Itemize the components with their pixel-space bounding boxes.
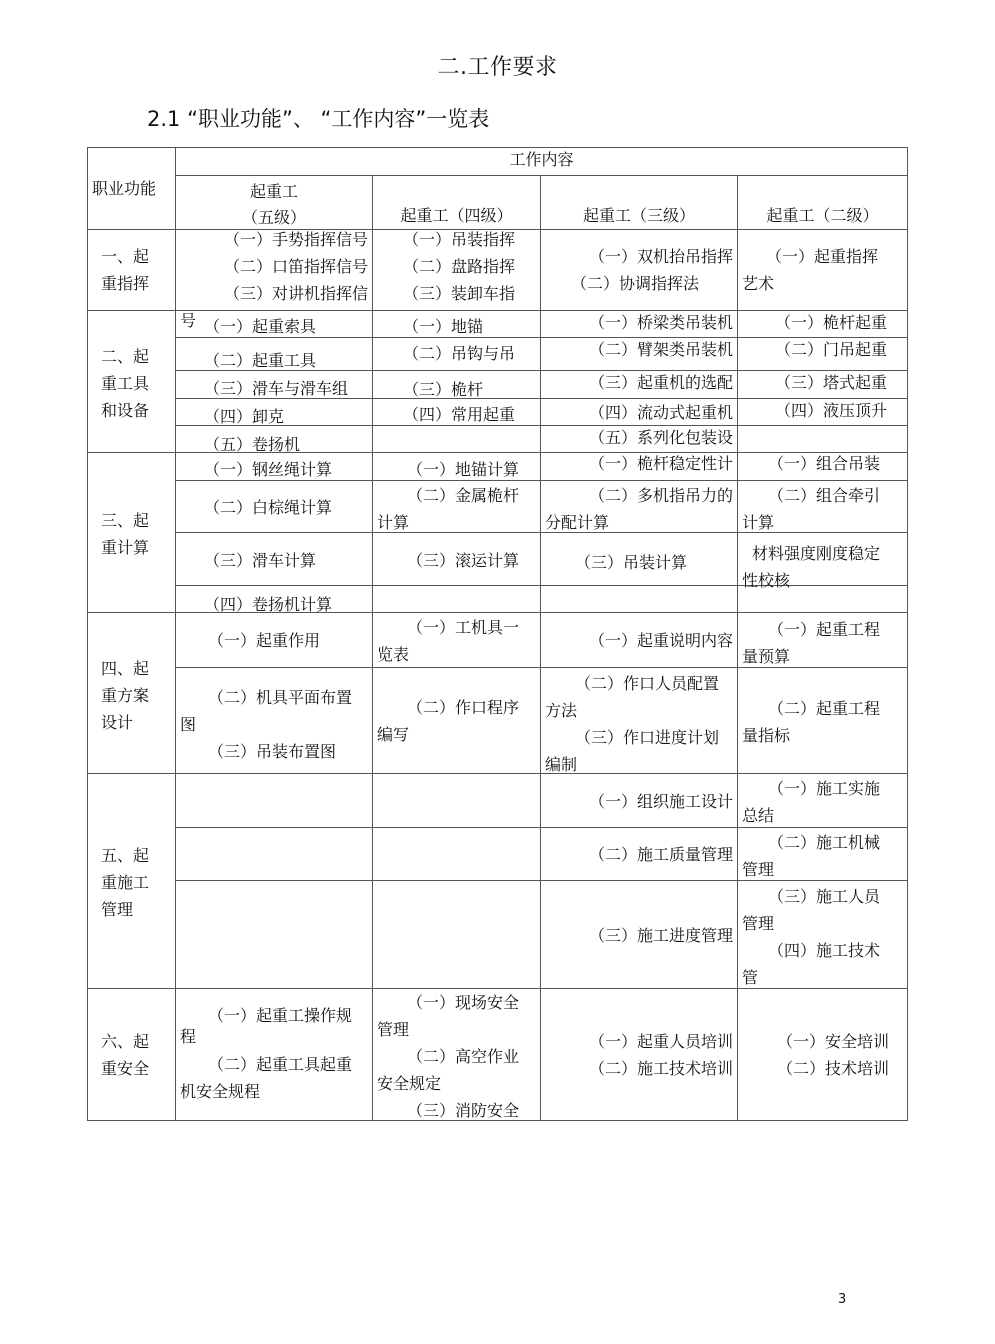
level4-cell: （一）地锚计算 （二）金属桅杆 计算 （三）滚运计算 (377, 460, 520, 570)
header-level-3: 起重工（三级） (582, 206, 695, 225)
section-title: 二.工作要求 (437, 55, 558, 80)
level5-cell: （一）钢丝绳计算 （二）白棕绳计算 （三）滑车计算 （四）卷扬机计算 (204, 460, 333, 614)
function-label: 四、起 重方案 设计 (101, 659, 150, 732)
header-occupational-function: 职业功能 (92, 179, 157, 198)
level4-cell: （一）工机具一 览表 （二）作口程序 编写 (377, 618, 520, 744)
level2-cell: （一）桅杆起重 （二）门吊起重 （三）塔式起重 （四）液压顶升 (774, 313, 887, 420)
function-label: 六、起 重安全 (101, 1032, 150, 1078)
level4-cell: （一）吊装指挥 （二）盘路指挥 （三）装卸车指 (403, 230, 516, 303)
header-level-5-sub: （五级） (241, 208, 306, 227)
level2-cell: （一）施工实施 总结 （二）施工机械 管理 （三）施工人员 管理 （四）施工技术 管 (742, 779, 881, 987)
level2-cell: （一）起重工程 量预算 （二）起重工程 量指标 (742, 620, 881, 745)
level3-cell: （一）双机抬吊指挥 （二）协调指挥法 (571, 247, 733, 293)
level3-cell: （一）桥梁类吊装机 （二）臂架类吊装机 （三）起重机的选配 （四）流动式起重机 （五）系列化包装设 (588, 313, 733, 447)
table-title: 2.1 “职业功能”、 “工作内容”一览表 (147, 107, 490, 131)
row-divider (175, 175, 908, 176)
level4-cell: （一）地锚 （二）吊钩与吊 （三）桅杆 （四）常用起重 (403, 317, 516, 424)
level5-cell: （一）起重工操作规 程 （二）起重工具起重 机安全规程 (180, 1006, 353, 1101)
level2-cell: （一）组合吊装 （二）组合牵引 计算 材料强度刚度稳定 性校核 (742, 454, 881, 590)
function-label: 二、起 重工具 和设备 (101, 347, 150, 420)
level5-cell: （一）手势指挥信号 （二）口笛指挥信号 （三）对讲机指挥信 号 (180, 230, 368, 330)
level3-cell: （一）组织施工设计 （二）施工质量管理 （三）施工进度管理 (588, 792, 733, 945)
header-work-content: 工作内容 (509, 150, 574, 169)
function-label: 三、起 重计算 (101, 511, 150, 557)
level3-cell: （一）桅杆稳定性计 （二）多机指吊力的 分配计算 （三）吊装计算 (545, 454, 733, 572)
table-border-left (87, 147, 88, 1121)
page-number: 3 (838, 1292, 847, 1307)
level3-cell: （一）起重说明内容 （二）作口人员配置 方法 （三）作口进度计划 编制 (545, 631, 733, 774)
level5-cell: （一）起重作用 （二）机具平面布置 图 （三）吊装布置图 (180, 631, 353, 761)
header-level-4: 起重工（四级） (400, 206, 513, 225)
level3-cell: （一）起重人员培训 （二）施工技术培训 (588, 1032, 733, 1078)
function-label: 五、起 重施工 管理 (101, 846, 150, 919)
level5-cell: （一）起重索具 （二）起重工具 （三）滑车与滑车组 （四）卸克 （五）卷扬机 (204, 317, 349, 454)
table-border-right (907, 147, 908, 1121)
level2-cell: （一）安全培训 （二）技术培训 (776, 1032, 889, 1078)
level2-cell: （一）起重指挥 艺术 (742, 247, 879, 293)
header-level-5: 起重工 (249, 182, 298, 201)
header-level-2: 起重工（二级） (766, 206, 879, 225)
row-divider (87, 773, 908, 774)
function-label: 一、起 重指挥 (101, 247, 150, 293)
level4-cell: （一）现场安全 管理 （二）高空作业 安全规定 （三）消防安全 (377, 993, 520, 1120)
